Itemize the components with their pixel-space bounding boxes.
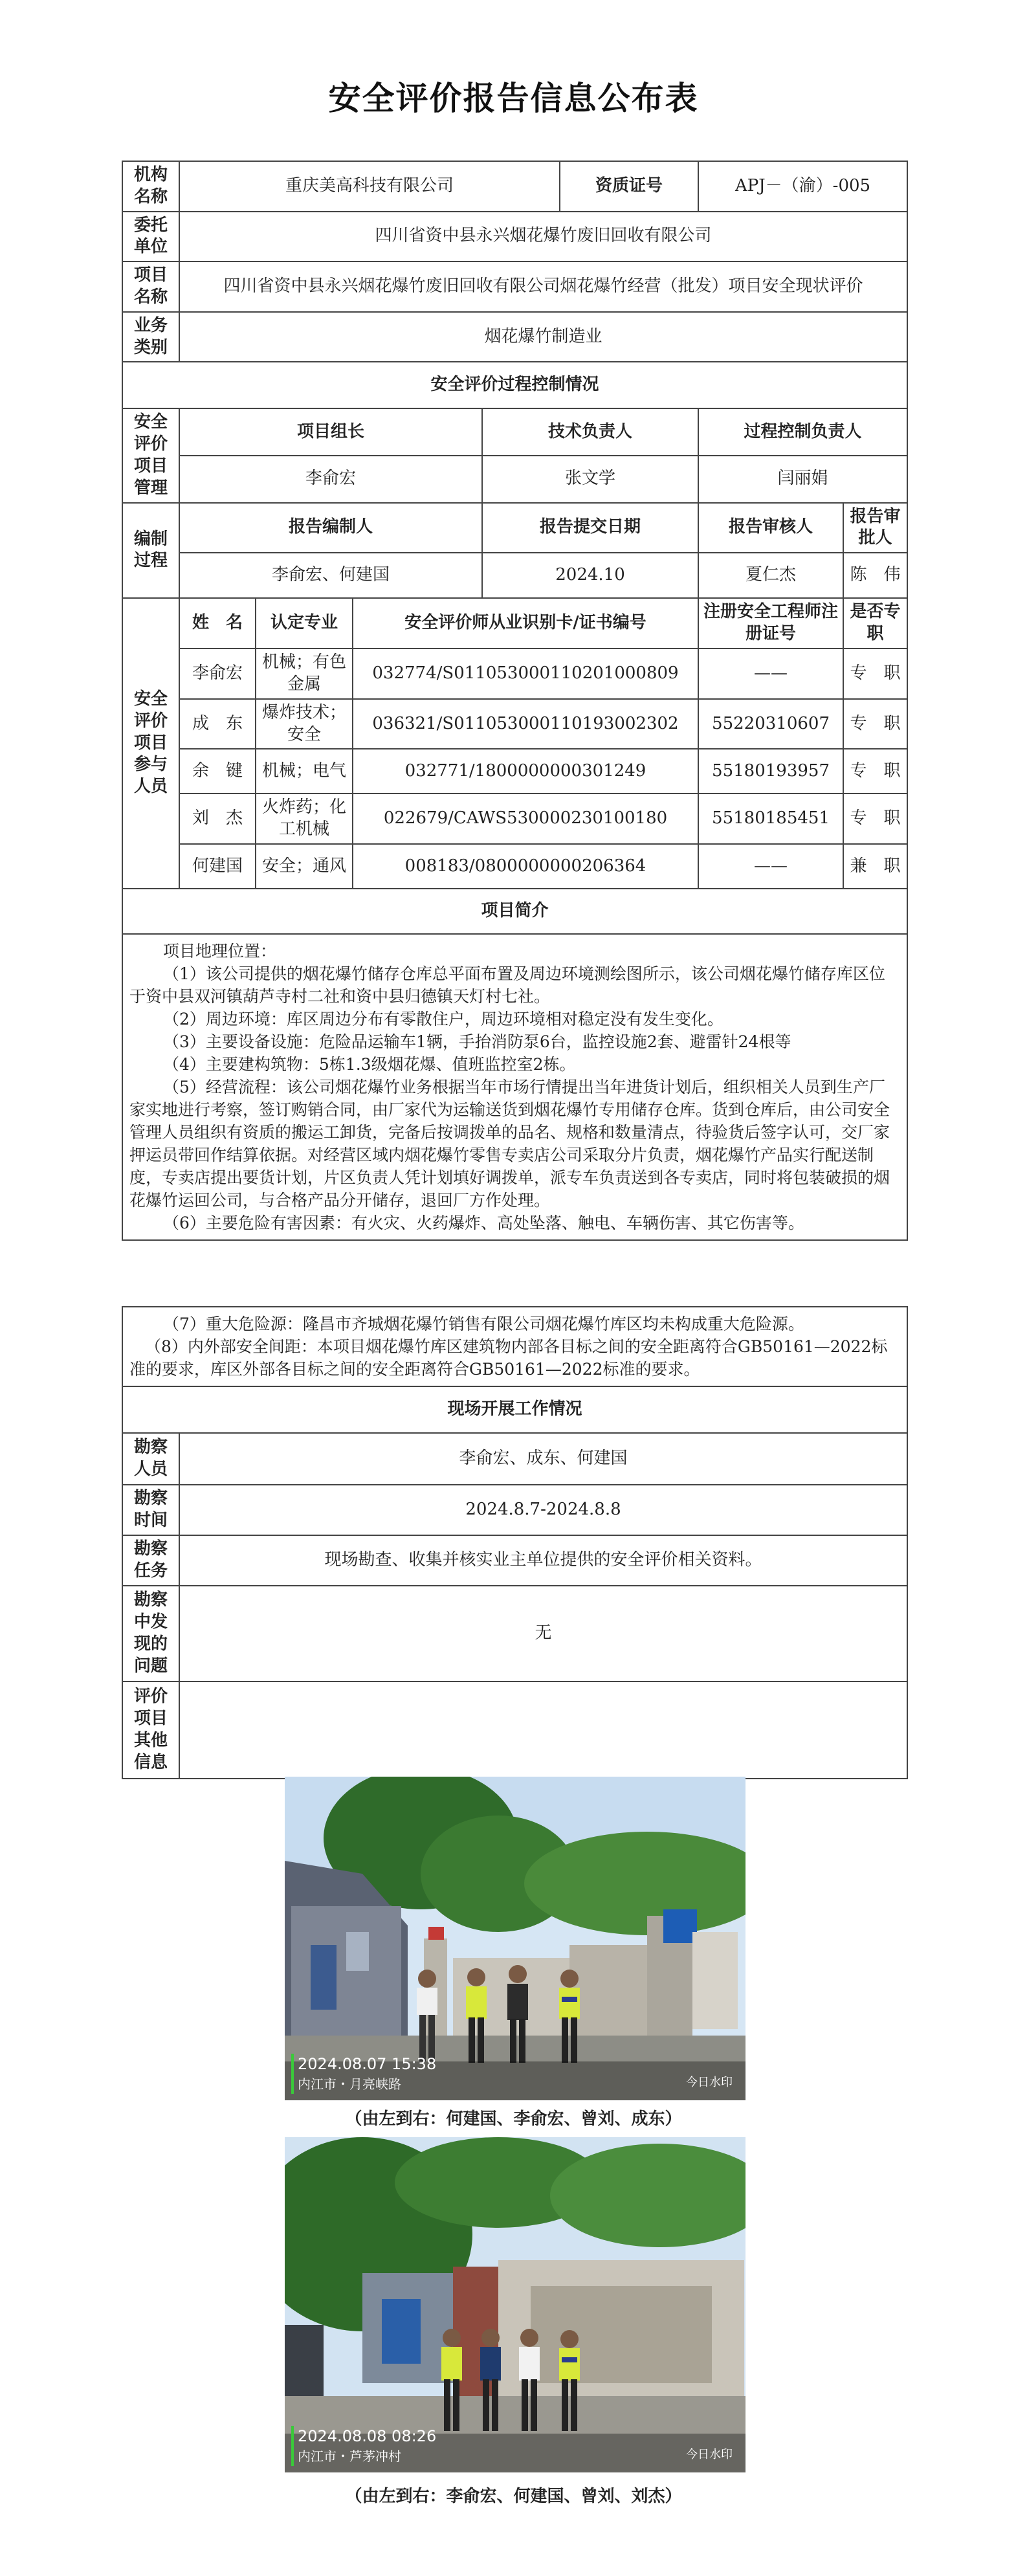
- page-title: 安全评价报告信息公布表: [328, 80, 699, 117]
- staff-header-major: 认定专业: [256, 598, 353, 649]
- staff-reg: 55180185451: [698, 794, 843, 844]
- photo-caption: （由左到右：何建国、李俞宏、曾刘、成东）: [345, 2109, 682, 2129]
- watermark-logo: 今日水印: [686, 2076, 733, 2089]
- field-heading: 现场开展工作情况: [122, 1386, 907, 1433]
- staff-cert: 032771/1800000000301249: [353, 749, 698, 794]
- field-staff-value: 李俞宏、成东、何建国: [179, 1433, 907, 1485]
- staff-reg: ——: [698, 649, 843, 699]
- process-heading: 安全评价过程控制情况: [122, 362, 907, 408]
- staff-reg: 55180193957: [698, 749, 843, 794]
- staff-name: 余 键: [179, 749, 256, 794]
- table-row: [122, 749, 907, 794]
- author-value: 李俞宏、何建国: [179, 553, 482, 598]
- qual-value: APJ－（渝）-005: [698, 161, 907, 212]
- staff-full: 专 职: [843, 794, 907, 844]
- reviewer-header: 报告审核人: [698, 503, 843, 553]
- intro-heading: 项目简介: [122, 889, 907, 934]
- intro-paragraph: 项目地理位置：: [163, 941, 277, 960]
- staff-cert: 036321/S011053000110193002302: [353, 699, 698, 749]
- staff-reg: ——: [698, 844, 843, 889]
- approver-value: 陈 伟: [843, 553, 907, 598]
- field-task-label: 勘察任务: [122, 1535, 179, 1586]
- staff-cert: 022679/CAWS530000230100180: [353, 794, 698, 844]
- photo-location: 内江市・月亮峡路: [298, 2076, 401, 2092]
- site-photo: [285, 2137, 745, 2472]
- biz-value: 烟花爆竹制造业: [179, 312, 907, 362]
- site-photo-illustration: [285, 2137, 745, 2472]
- photo-timestamp: 2024.08.07 15:38: [298, 2055, 437, 2073]
- intro-paragraph: （8）内外部安全间距：本项目烟花爆竹库区建筑物内部各目标之间的安全距离符合GB50161—2022标准的要求，库区外部各目标之间的安全距离符合GB50161—2022标准的要求。: [129, 1337, 888, 1379]
- field-other-label: 评价项目其他信息: [122, 1682, 179, 1779]
- staff-header-name: 姓 名: [179, 598, 256, 649]
- staff-header-reg: 注册安全工程师注册证号: [698, 598, 843, 649]
- photo-location: 内江市・芦茅冲村: [298, 2448, 401, 2464]
- staff-full: 兼 职: [843, 844, 907, 889]
- intro-continued: [122, 1307, 907, 1386]
- staff-header-cert: 安全评价师从业识别卡/证书编号: [353, 598, 698, 649]
- client-label: 委托单位: [122, 212, 179, 262]
- photo-timestamp: 2024.08.08 08:26: [298, 2427, 437, 2445]
- field-other-value: [179, 1682, 907, 1779]
- tech-value: 张文学: [482, 456, 698, 503]
- field-issue-value: 无: [179, 1586, 907, 1682]
- intro-paragraph: （2）周边环境：库区周边分布有零散住户，周边环境相对稳定没有发生变化。: [163, 1009, 723, 1028]
- org-value: 重庆美高科技有限公司: [179, 161, 560, 212]
- date-header: 报告提交日期: [482, 503, 698, 553]
- photo-caption: （由左到右：李俞宏、何建国、曾刘、刘杰）: [345, 2487, 682, 2506]
- watermark-logo: 今日水印: [686, 2448, 733, 2461]
- staff-name: 成 东: [179, 699, 256, 749]
- tech-header: 技术负责人: [482, 408, 698, 456]
- org-label: 机构名称: [122, 161, 179, 212]
- intro-paragraph: （7）重大危险源：隆昌市齐城烟花爆竹销售有限公司烟花爆竹库区均未构成重大危险源。: [163, 1315, 804, 1333]
- qual-label: 资质证号: [560, 161, 698, 212]
- field-time-value: 2024.8.7-2024.8.8: [179, 1485, 907, 1535]
- project-value: 四川省资中县永兴烟花爆竹废旧回收有限公司烟花爆竹经营（批发）项目安全现状评价: [179, 261, 907, 312]
- staff-major: 机械；电气: [256, 749, 353, 794]
- project-label: 项目名称: [122, 261, 179, 312]
- info-table: [122, 161, 908, 1241]
- table-row: [122, 649, 907, 699]
- date-value: 2024.10: [482, 553, 698, 598]
- intro-body: [122, 934, 907, 1240]
- leader-value: 李俞宏: [179, 456, 482, 503]
- staff-major: 爆炸技术；安全: [256, 699, 353, 749]
- staff-cert: 032774/S011053000110201000809: [353, 649, 698, 699]
- site-photo-illustration: [285, 1777, 745, 2100]
- staff-major: 机械；有色金属: [256, 649, 353, 699]
- intro-paragraph: （4）主要建构筑物：5栋1.3级烟花爆、值班监控室2栋。: [163, 1054, 576, 1074]
- approver-header: 报告审批人: [843, 503, 907, 553]
- intro-paragraph: （1）该公司提供的烟花爆竹储存仓库总平面布置及周边环境测绘图所示，该公司烟花爆竹储存库区位于资中县双河镇葫芦寺村二社和资中县归德镇天灯村七社。: [129, 964, 885, 1006]
- field-staff-label: 勘察人员: [122, 1433, 179, 1485]
- staff-name: 刘 杰: [179, 794, 256, 844]
- mgmt-label: 安全评价项目管理: [122, 408, 179, 502]
- table-row: [122, 844, 907, 889]
- staff-major: 火炸药；化工机械: [256, 794, 353, 844]
- ctrl-value: 闫丽娟: [698, 456, 907, 503]
- staff-full: 专 职: [843, 699, 907, 749]
- staff-reg: 55220310607: [698, 699, 843, 749]
- field-table: [122, 1306, 908, 1779]
- client-value: 四川省资中县永兴烟花爆竹废旧回收有限公司: [179, 212, 907, 262]
- intro-paragraph: （3）主要设备设施：危险品运输车1辆，手抬消防泵6台，监控设施2套、避雷针24根等: [163, 1032, 791, 1051]
- staff-full: 专 职: [843, 649, 907, 699]
- site-photo: [285, 1777, 745, 2100]
- ctrl-header: 过程控制负责人: [698, 408, 907, 456]
- staff-name: 李俞宏: [179, 649, 256, 699]
- staff-name: 何建国: [179, 844, 256, 889]
- author-header: 报告编制人: [179, 503, 482, 553]
- staff-header-full: 是否专职: [843, 598, 907, 649]
- staff-label: 安全评价项目参与人员: [122, 598, 179, 889]
- intro-paragraph: （5）经营流程：该公司烟花爆竹业务根据当年市场行情提出当年进货计划后，组织相关人员到生产厂家实地进行考察，签订购销合同，由厂家代为运输送货到烟花爆竹专用储存仓库。货到仓库后，由公司安全管理人员组织有资质的搬运工卸货，完备后按调拨单的品名、规格和数量清点，待验货后签字认可，交厂家押运员带回作结算依据。对经营区域内烟花爆竹零售专卖店公司采取分片负责，烟花爆竹产品实行配送制度，专卖店提出要货计划，片区负责人凭计划填好调拨单，派专车负责送到各专卖店，同时将包装破损的烟花爆竹运回公司，与合格产品分开储存，退回厂方作处理。: [129, 1077, 890, 1210]
- field-task-value: 现场勘查、收集并核实业主单位提供的安全评价相关资料。: [179, 1535, 907, 1586]
- table-row: [122, 699, 907, 749]
- biz-label: 业务类别: [122, 312, 179, 362]
- table-row: [122, 794, 907, 844]
- reviewer-value: 夏仁杰: [698, 553, 843, 598]
- intro-paragraph: （6）主要危险有害因素：有火灾、火药爆炸、高处坠落、触电、车辆伤害、其它伤害等。: [163, 1213, 804, 1232]
- field-issue-label: 勘察中发现的问题: [122, 1586, 179, 1682]
- field-time-label: 勘察时间: [122, 1485, 179, 1535]
- leader-header: 项目组长: [179, 408, 482, 456]
- staff-cert: 008183/0800000000206364: [353, 844, 698, 889]
- staff-major: 安全；通风: [256, 844, 353, 889]
- staff-full: 专 职: [843, 749, 907, 794]
- edit-label: 编制过程: [122, 503, 179, 599]
